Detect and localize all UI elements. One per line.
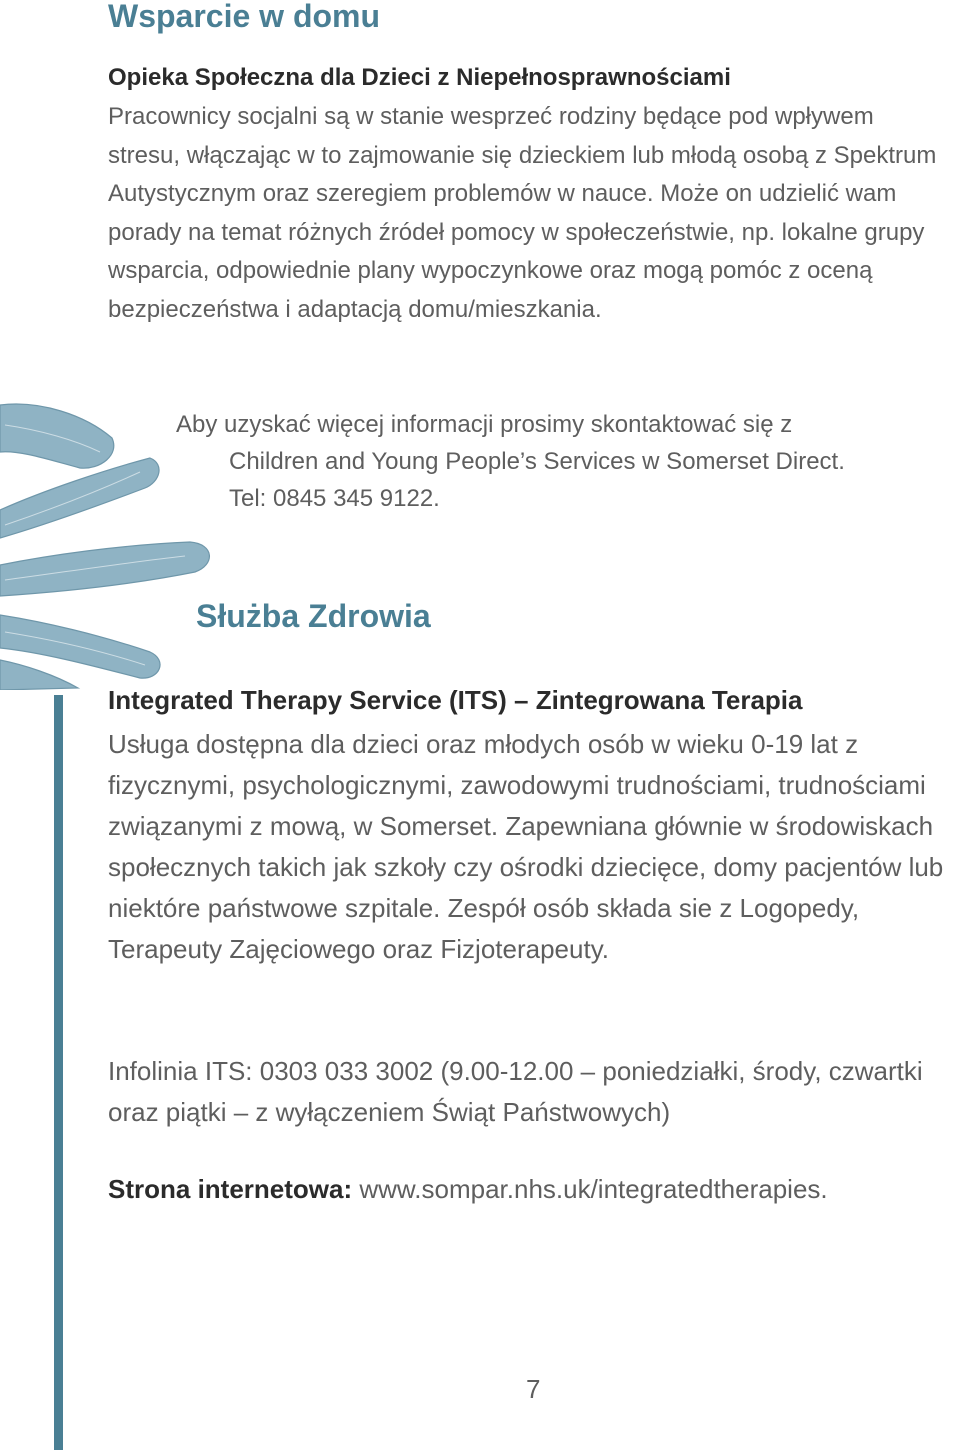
contact-phone: Tel: 0845 345 9122. <box>229 485 440 512</box>
contact-line-1: Aby uzyskać więcej informacji prosimy skontaktować się z <box>176 411 793 438</box>
website-line <box>108 1174 828 1205</box>
vertical-accent-bar <box>54 695 63 1450</box>
section-title-health-service: Służba Zdrowia <box>196 598 431 634</box>
page-number: 7 <box>526 1374 541 1404</box>
its-infoline: Infolinia ITS: 0303 033 3002 (9.00-12.00 – poniedziałki, środy, czwartki oraz piątki – z wyłączeniem Świąt Państwowych) <box>108 1056 923 1127</box>
its-description: Usługa dostępna dla dzieci oraz młodych osób w wieku 0-19 lat z fizycznymi, psychologicznymi, zawodowymi trudnościami, trudnościami związanymi z mową, w Somerset. Zapewniana głównie w środowiskach społecznych takich jak szkoły czy ośrodki dziecięce, domy pacjentów lub niektóre państwowe szpitale. Zespół osób składa sie z Logopedy, Terapeuty Zajęciowego oraz Fizjoterapeuty. <box>108 729 944 964</box>
contact-block <box>176 406 845 517</box>
section-title-home-support: Wsparcie w domu <box>108 0 381 34</box>
website-url[interactable]: www.sompar.nhs.uk/integratedtherapies. <box>359 1174 828 1204</box>
section-subtitle-social-care: Opieka Społeczna dla Dzieci z Niepełnosprawnościami <box>108 64 731 91</box>
its-heading: Integrated Therapy Service (ITS) – Zintegrowana Terapia <box>108 685 803 715</box>
contact-line-2: Children and Young People’s Services w Somerset Direct. <box>229 448 845 475</box>
section-body-social-care: Pracownicy socjalni są w stanie wesprzeć rodziny będące pod wpływem stresu, włączając w to zajmowanie się dzieckiem lub młodą osobą z Spektrum Autystycznym oraz szeregiem problemów w nauce. Może on udzielić wam porady na temat różnych źródeł pomocy w społeczeństwie, np. lokalne grupy wsparcia, odpowiednie plany wypoczynkowe oraz mogą pomóc z oceną bezpieczeństwa i adaptacją domu/mieszkania. <box>108 103 937 323</box>
website-label: Strona internetowa: <box>108 1174 353 1204</box>
